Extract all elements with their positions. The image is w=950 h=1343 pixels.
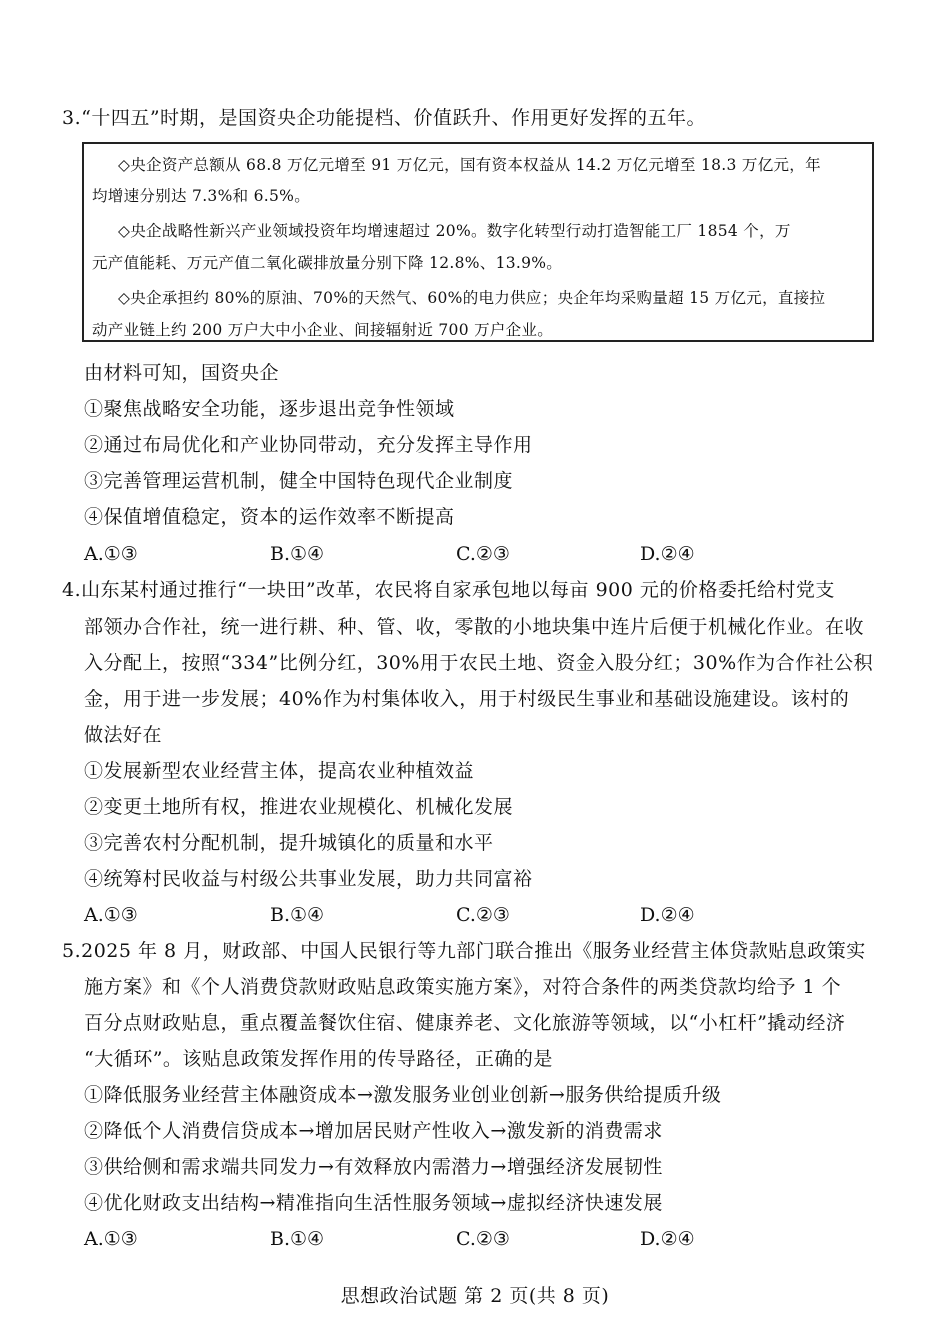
option-d: D.②④ xyxy=(640,904,695,926)
q3-item: ④保值增值稳定，资本的运作效率不断提高 xyxy=(84,506,455,528)
q3-item: ①聚焦战略安全功能，逐步退出竞争性领域 xyxy=(84,398,455,420)
page-footer: 思想政治试题 第 2 页(共 8 页) xyxy=(340,1285,610,1307)
q3-prompt: 由材料可知，国资央企 xyxy=(84,362,280,384)
q4-stem-line: 4.山东某村通过推行“一块田”改革，农民将自家承包地以每亩 900 元的价格委托给村党支 xyxy=(62,579,835,601)
q5-stem-line: 百分点财政贴息，重点覆盖餐饮住宿、健康养老、文化旅游等领域，以“小杠杆”撬动经济 xyxy=(84,1012,846,1034)
q5-stem-line: “大循环”。该贴息政策发挥作用的传导路径，正确的是 xyxy=(84,1048,553,1070)
q4-item: ②变更土地所有权，推进农业规模化、机械化发展 xyxy=(84,796,514,818)
q4-item: ③完善农村分配机制，提升城镇化的质量和水平 xyxy=(84,832,494,854)
option-b: B.①④ xyxy=(270,1228,325,1250)
option-d: D.②④ xyxy=(640,543,695,565)
option-b: B.①④ xyxy=(270,904,325,926)
material-line: 均增速分别达 7.3%和 6.5%。 xyxy=(92,187,311,205)
q5-item: ④优化财政支出结构→精准指向生活性服务领域→虚拟经济快速发展 xyxy=(84,1192,663,1214)
material-line: ◇央企资产总额从 68.8 万亿元增至 91 万亿元，国有资本权益从 14.2 万亿元增至 18.3 万亿元，年 xyxy=(118,156,821,174)
option-c: C.②③ xyxy=(456,543,510,565)
material-line: ◇央企承担约 80%的原油、70%的天然气、60%的电力供应；央企年均采购量超 15 万亿元，直接拉 xyxy=(118,289,826,307)
option-c: C.②③ xyxy=(456,904,510,926)
q3-stem: 3.“十四五”时期，是国资央企功能提档、价值跃升、作用更好发挥的五年。 xyxy=(62,107,707,129)
q3-item: ②通过布局优化和产业协同带动，充分发挥主导作用 xyxy=(84,434,533,456)
material-line: 动产业链上约 200 万户大中小企业、间接辐射近 700 万户企业。 xyxy=(92,321,554,339)
option-d: D.②④ xyxy=(640,1228,695,1250)
q5-item: ③供给侧和需求端共同发力→有效释放内需潜力→增强经济发展韧性 xyxy=(84,1156,663,1178)
q5-stem-line: 5.2025 年 8 月，财政部、中国人民银行等九部门联合推出《服务业经营主体贷款贴息政策实 xyxy=(62,940,866,962)
q5-item: ②降低个人消费信贷成本→增加居民财产性收入→激发新的消费需求 xyxy=(84,1120,663,1142)
q4-stem-line: 部领办合作社，统一进行耕、种、管、收，零散的小地块集中连片后便于机械化作业。在收 xyxy=(84,616,865,638)
q3-item: ③完善管理运营机制，健全中国特色现代企业制度 xyxy=(84,470,514,492)
material-line: 元产值能耗、万元产值二氧化碳排放量分别下降 12.8%、13.9%。 xyxy=(92,254,563,272)
q4-item: ①发展新型农业经营主体，提高农业种植效益 xyxy=(84,760,475,782)
option-b: B.①④ xyxy=(270,543,325,565)
q5-stem-line: 施方案》和《个人消费贷款财政贴息政策实施方案》，对符合条件的两类贷款均给予 1 个 xyxy=(84,976,842,998)
option-a: A.①③ xyxy=(84,1228,138,1250)
q4-stem-line: 入分配上，按照“334”比例分红，30%用于农民土地、资金入股分红；30%作为合作社公积 xyxy=(84,652,874,674)
q4-stem-line: 金，用于进一步发展；40%作为村集体收入，用于村级民生事业和基础设施建设。该村的 xyxy=(84,688,850,710)
option-c: C.②③ xyxy=(456,1228,510,1250)
q4-item: ④统筹村民收益与村级公共事业发展，助力共同富裕 xyxy=(84,868,533,890)
q3-material-box xyxy=(82,142,874,342)
q5-item: ①降低服务业经营主体融资成本→激发服务业创业创新→服务供给提质升级 xyxy=(84,1084,722,1106)
material-line: ◇央企战略性新兴产业领域投资年均增速超过 20%。数字化转型行动打造智能工厂 1854 个，万 xyxy=(118,222,791,240)
q4-stem-line: 做法好在 xyxy=(84,724,163,746)
option-a: A.①③ xyxy=(84,543,138,565)
option-a: A.①③ xyxy=(84,904,138,926)
